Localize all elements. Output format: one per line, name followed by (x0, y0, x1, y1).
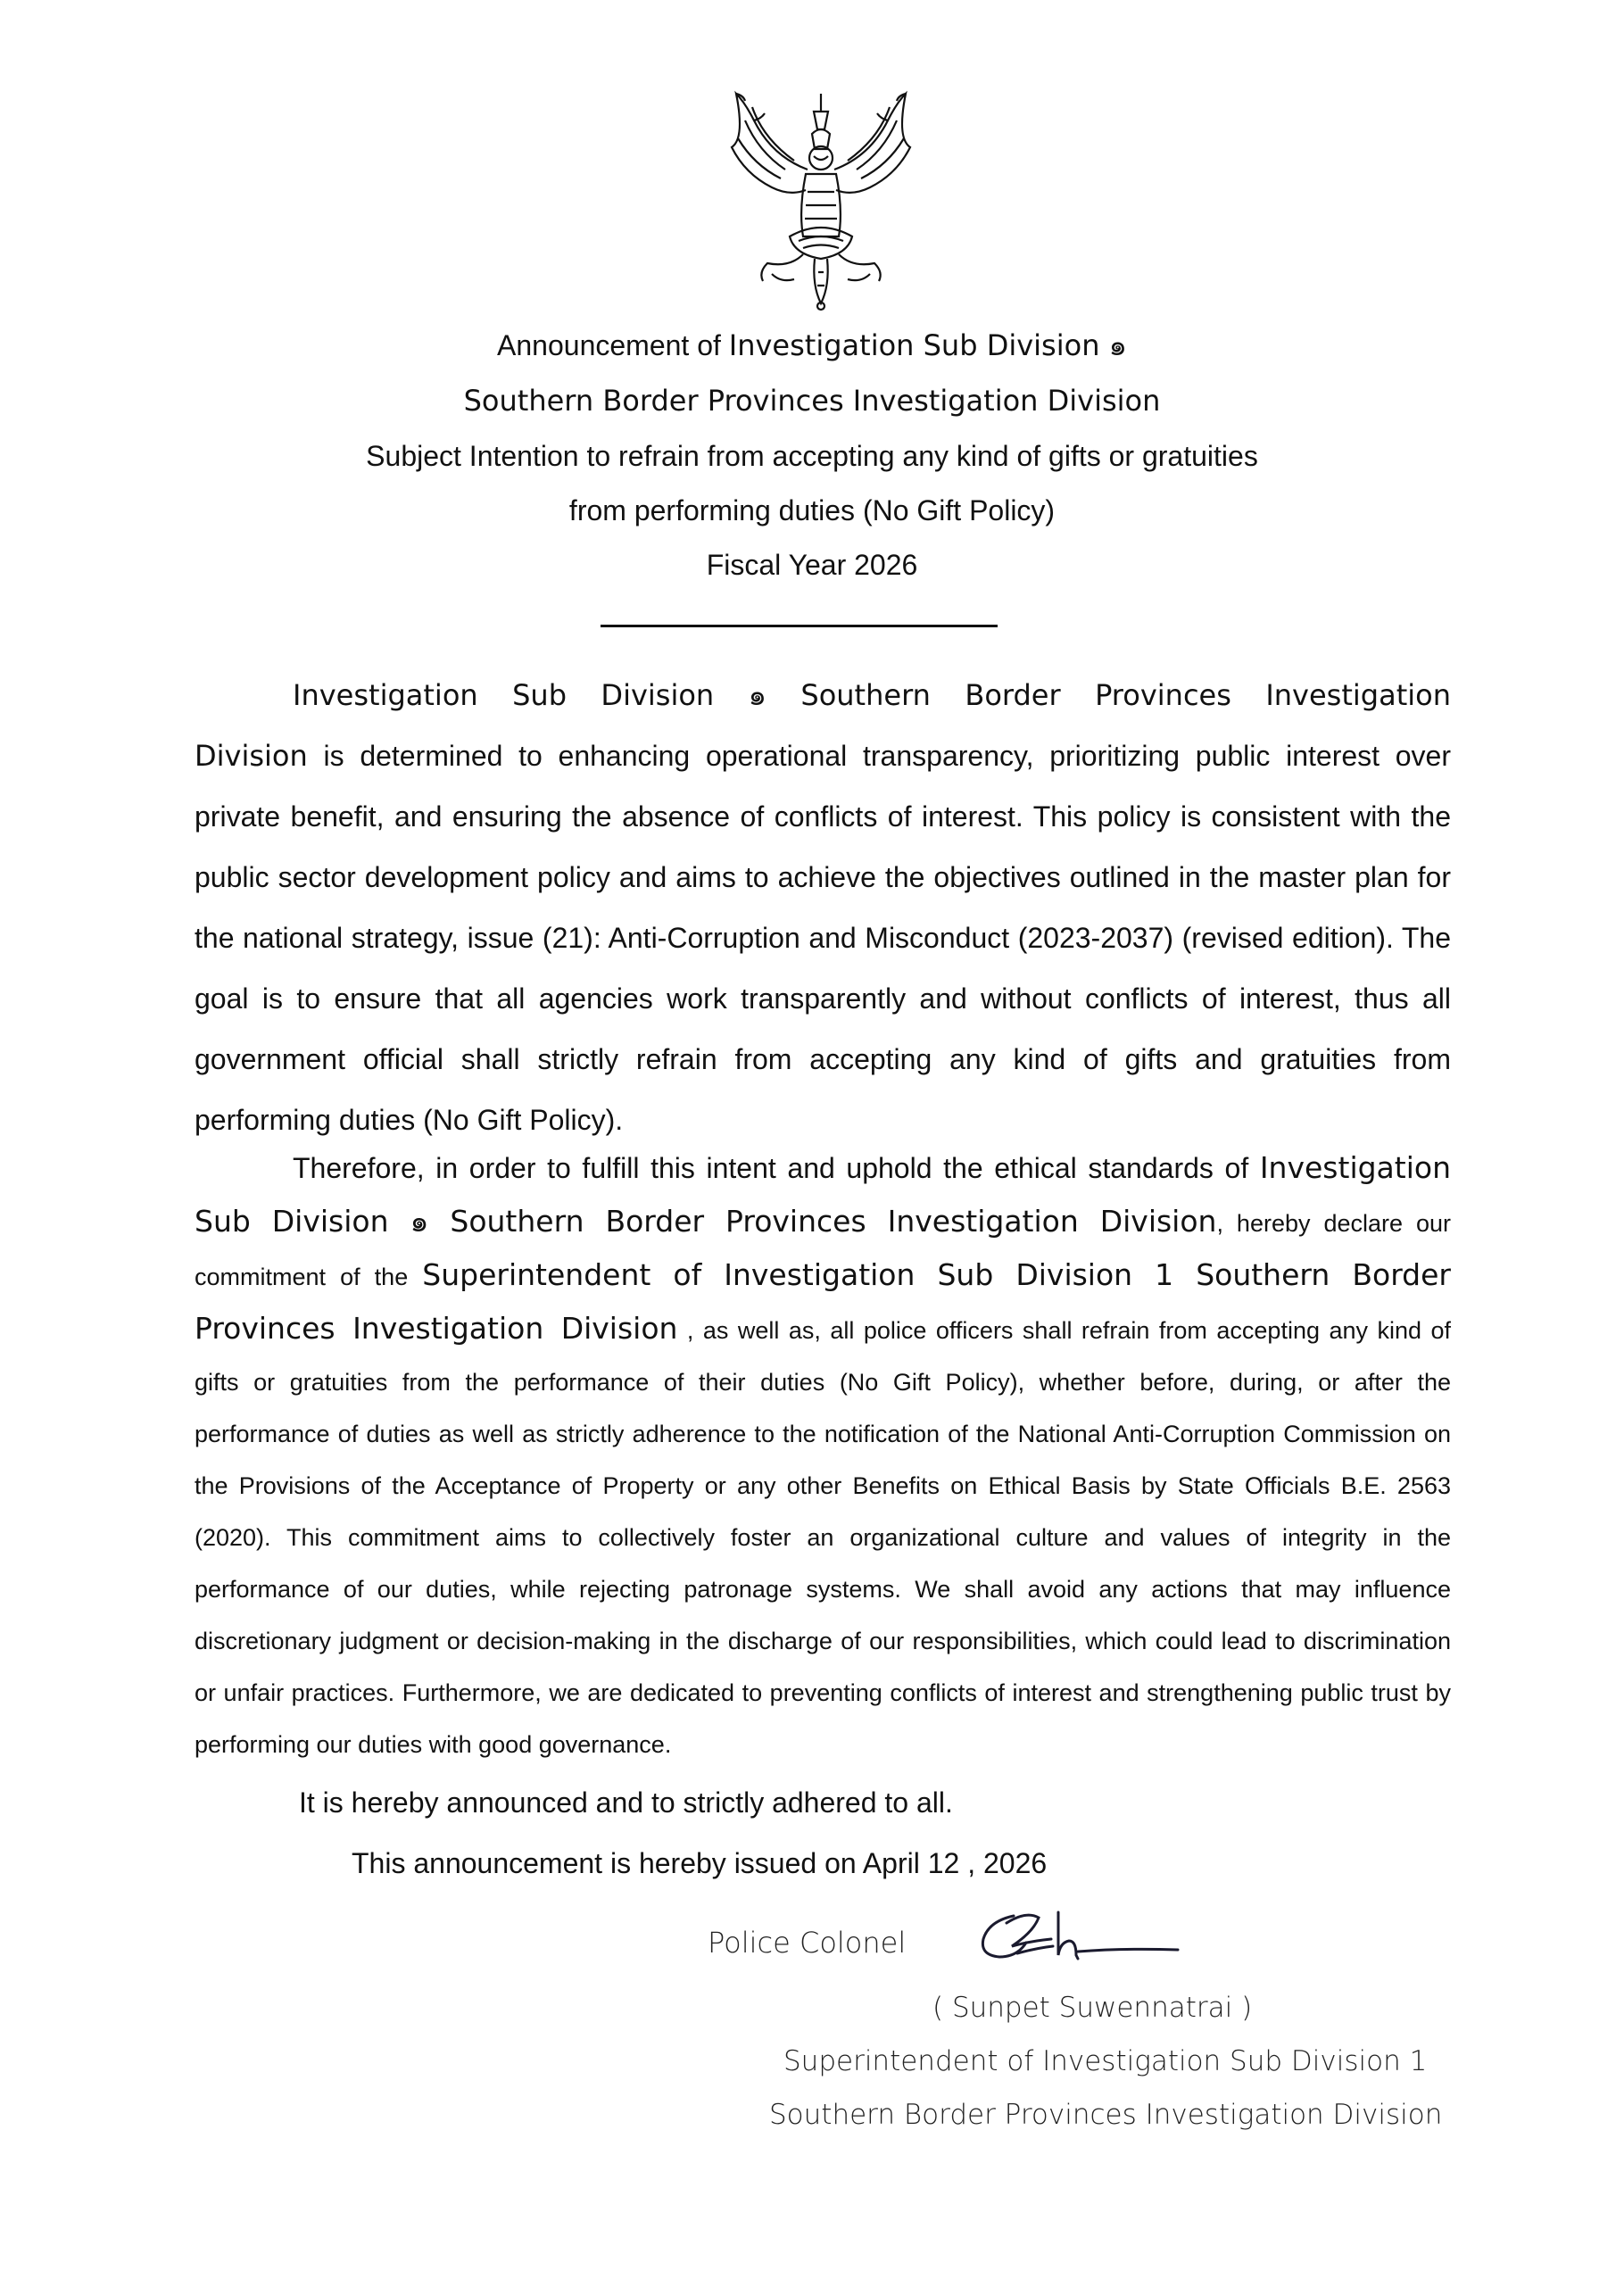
signatory-title-2: Southern Border Provinces Investigation Division (769, 2099, 1443, 2131)
header-subject-cont: from performing duties (No Gift Policy) (568, 494, 1056, 526)
header-subject: Subject Intention to refrain from accepting any kind of gifts or gratuities (366, 440, 1258, 472)
paragraph-1 (195, 665, 1451, 1150)
garuda-emblem-icon (718, 85, 924, 312)
signatory-name: ( Sunpet Suwennatrai ) (932, 1992, 1253, 2024)
issued-prefix: This announcement is hereby issued on (352, 1847, 863, 1879)
issued-year: , 2026 (959, 1847, 1048, 1879)
signatory-title-1: Superintendent of Investigation Sub Division 1 (783, 2045, 1428, 2077)
signature-icon (971, 1896, 1181, 1977)
header-fiscal-year: Fiscal Year 2026 (706, 549, 918, 581)
header-org: Investigation Sub Division ๑ (728, 328, 1127, 362)
header-line-2: Southern Border Provinces Investigation Division (463, 384, 1161, 418)
header-line-1 (0, 327, 1624, 363)
paragraph-2 (195, 1142, 1451, 1770)
paragraph-2-lead: Therefore, in order to fulfill this intent and uphold the ethical standards of (293, 1152, 1260, 1184)
issued-line (352, 1845, 1047, 1881)
header-divider (601, 625, 998, 627)
issued-date: April 12 (862, 1847, 960, 1879)
signatory-rank: Police Colonel (708, 1926, 907, 1960)
paragraph-2-mid: , hereby declare our commitment of the (195, 1210, 1451, 1290)
closing-line: It is hereby announced and to strictly adhered to all. (299, 1786, 953, 1819)
paragraph-2-org1: Investigation Sub Division ๑ Southern Border Provinces Investigation Division (195, 1150, 1451, 1239)
paragraph-1-text: is determined to enhancing operational transparency, prioritizing public interest over private benefit, and ensuring the absence of conflicts of interest. This policy is consistent with the public sector development policy and aims to achieve the objectives outlined in the master plan for the national strategy, issue (21): Anti-Corruption and Misconduct (2023-2037) (revised edition). The goal is to ensure that all agencies work transparently and without conflicts of interest, thus all government official shall strictly refrain from accepting any kind of gifts and gratuities from performing duties (No Gift Policy). (195, 740, 1451, 1136)
paragraph-2-org2: Superintendent of Investigation Sub Division 1 Southern Border Provinces Investigation Division (195, 1257, 1451, 1346)
header-prefix: Announcement of (497, 329, 729, 361)
paragraph-2-rest: , as well as, all police officers shall refrain from accepting any kind of gifts or gratuities from the performance of their duties (No Gift Policy), whether before, during, or after the performance of duties as well as strictly adherence to the notification of the National Anti-Corruption Commission on the Provisions of the Acceptance of Property or any other Benefits on Ethical Basis by State Officials B.E. 2563 (2020). This commitment aims to collectively foster an organizational culture and values of integrity in the performance of our duties, while rejecting patronage systems. We shall avoid any actions that may influence discretionary judgment or decision-making in the discharge of our responsibilities, which could lead to discrimination or unfair practices. Furthermore, we are dedicated to preventing conflicts of interest and strengthening public trust by performing our duties with good governance. (195, 1317, 1451, 1758)
paragraph-1-org: Investigation Sub Division ๑ Southern Border Provinces Investigation Division (195, 678, 1451, 773)
